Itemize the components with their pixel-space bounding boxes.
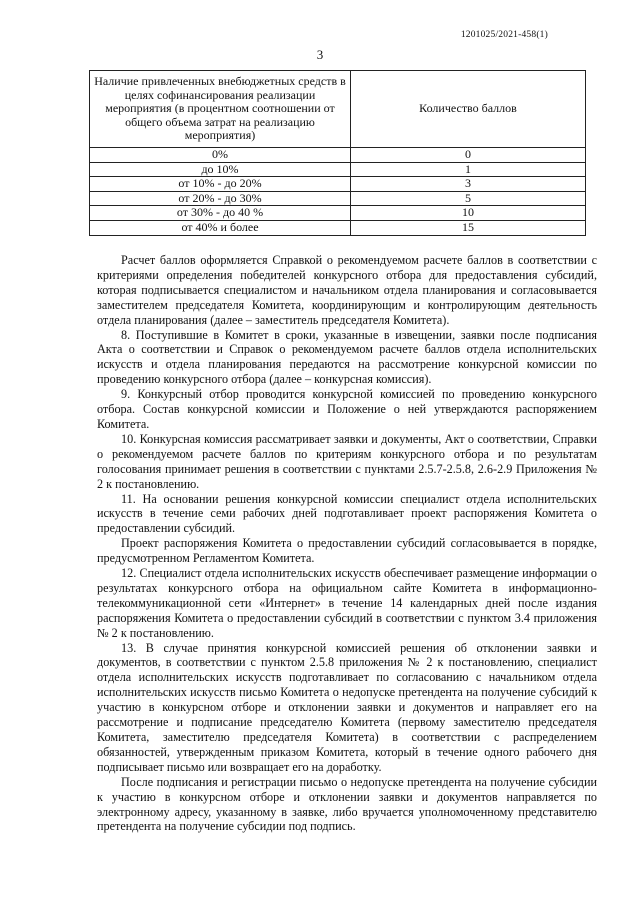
table-row <box>90 177 586 192</box>
table-header-funding-share: Наличие привлеченных внебюджетных средств в целях софинансирования реализации мероприятия (в процентном соотношении от общего объема затрат на реализацию мероприятия) <box>90 71 351 148</box>
paragraph-score-calculation: Расчет баллов оформляется Справкой о рекомендуемом расчете баллов в соответствии с критериями определения победителей конкурсного отбора для предоставления субсидий, которая подписывается специалистом и начальником отдела планирования и согласовывается заместителем председателя Комитета, координирующим и контролирующим деятельность отдела планирования (далее – заместитель председателя Комитета). <box>97 253 597 327</box>
table-row <box>90 191 586 206</box>
table-cell-range: 0% <box>90 148 351 163</box>
table-row <box>90 162 586 177</box>
table-cell-points: 3 <box>351 177 586 192</box>
table-cell-points: 15 <box>351 220 586 235</box>
paragraph-9: 9. Конкурсный отбор проводится конкурсной комиссией по проведению конкурсного отбора. Состав конкурсной комиссии и Положение о ней утверждаются распоряжением Комитета. <box>97 387 597 431</box>
table-row <box>90 148 586 163</box>
table-row <box>90 206 586 221</box>
table-cell-range: от 10% - до 20% <box>90 177 351 192</box>
paragraph-13: 13. В случае принятия конкурсной комиссией решения об отклонении заявки и документов, в соответствии с пунктом 2.5.8 приложения № 2 к постановлению, специалист отдела исполнительских искусств подготавливает по согласованию с начальником отдела исполнительских искусств письмо Комитета о недопуске претендента на получение субсидий к участию в конкурсном отборе и отклонении заявки и документов и направляет его на рассмотрение и подписание председателю Комитета (первому заместителю председателя Комитета, заместителю председателя Комитета) в соответствии с распределением обязанностей, утвержденным приказом Комитета, который в течение одного рабочего дня подписывает письмо или возвращает его на доработку. <box>97 640 597 774</box>
paragraph-12: 12. Специалист отдела исполнительских искусств обеспечивает размещение информации о результатах конкурсного отбора на официальном сайте Комитета в информационно-телекоммуникационной сети «Интернет» в течение 14 календарных дней после издания распоряжения Комитета о предоставлении субсидий в соответствии с пунктом 3.4 приложения № 2 к постановлению. <box>97 566 597 640</box>
paragraph-11-continued: Проект распоряжения Комитета о предоставлении субсидий согласовывается в порядке, предусмотренном Регламентом Комитета. <box>97 536 597 566</box>
table-cell-points: 10 <box>351 206 586 221</box>
table-cell-points: 0 <box>351 148 586 163</box>
scoring-table <box>89 70 586 236</box>
table-cell-range: от 30% - до 40 % <box>90 206 351 221</box>
table-cell-range: от 40% и более <box>90 220 351 235</box>
document-body <box>97 253 597 834</box>
paragraph-8: 8. Поступившие в Комитет в сроки, указанные в извещении, заявки после подписания Акта о соответствии и Справок о рекомендуемом расчете баллов отдела исполнительских искусств и отдела планирования передаются на рассмотрение конкурсной комиссии по проведению конкурсного отбора (далее – конкурсная комиссия). <box>97 327 597 387</box>
table-cell-range: до 10% <box>90 162 351 177</box>
table-header-row <box>90 71 586 148</box>
page-number: 3 <box>316 47 324 62</box>
table-header-points: Количество баллов <box>351 71 586 148</box>
paragraph-11: 11. На основании решения конкурсной комиссии специалист отдела исполнительских искусств в течение семи рабочих дней подготавливает проект распоряжения Комитета о предоставлении субсидий. <box>97 491 597 536</box>
document-id: 1201025/2021-458(1) <box>460 30 548 40</box>
table-row <box>90 220 586 235</box>
paragraph-10: 10. Конкурсная комиссия рассматривает заявки и документы, Акт о соответствии, Справки о рекомендуемом расчете баллов по критериям конкурсного отбора и по результатам голосования принимает решения в соответствии с пунктами 2.5.7-2.5.8, 2.6-2.9 Приложения № 2 к постановлению. <box>97 431 597 491</box>
table-cell-points: 1 <box>351 162 586 177</box>
table-cell-points: 5 <box>351 191 586 206</box>
table-cell-range: от 20% - до 30% <box>90 191 351 206</box>
paragraph-13-continued: После подписания и регистрации письмо о недопуске претендента на получение субсидии к участию в конкурсном отборе и отклонении заявки и документов направляется по электронному адресу, указанному в заявке, либо вручается уполномоченному представителю претендента на получение субсидии под подпись. <box>97 774 597 834</box>
